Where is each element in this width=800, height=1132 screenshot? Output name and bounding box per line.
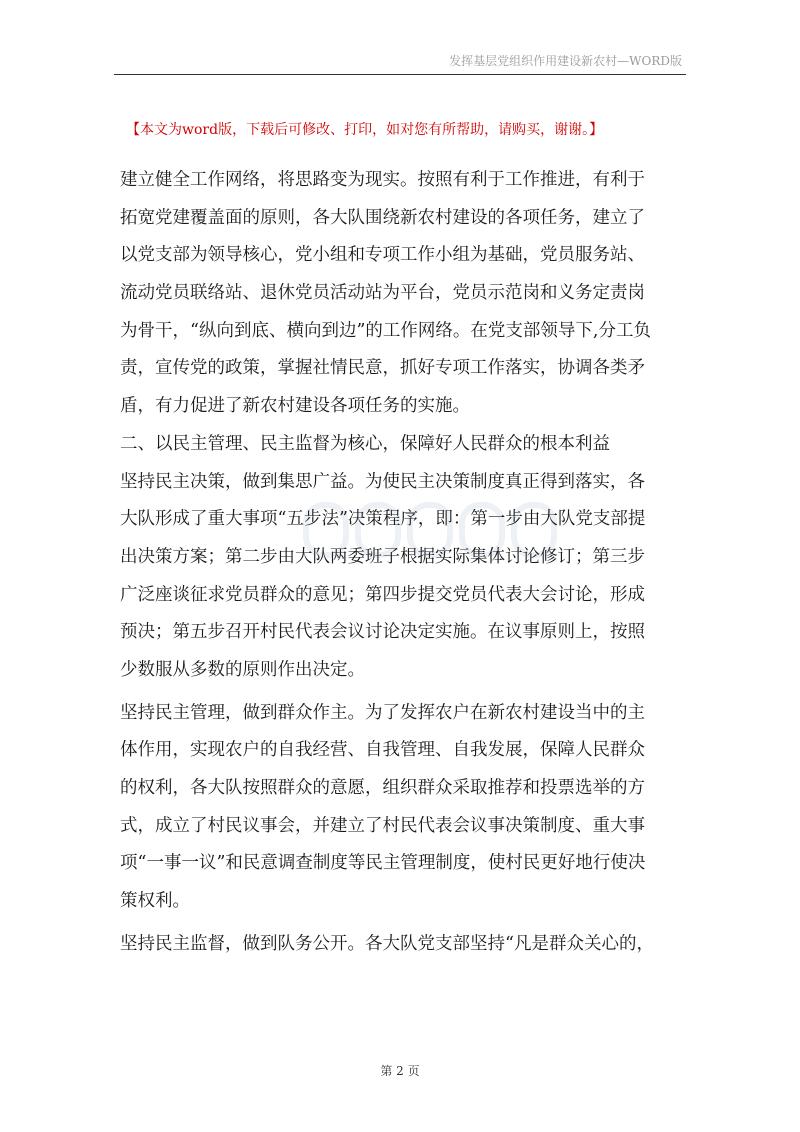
body-line: 少数服从多数的原则作出决定。 (120, 659, 365, 680)
body-line: 盾，有力促进了新农村建设各项任务的实施。 (120, 396, 470, 417)
body-line: 拓宽党建覆盖面的原则，各大队围绕新农村建设的各项任务，建立了 (120, 207, 645, 228)
body-line: 大队形成了重大事项“五步法”决策程序，即：第一步由大队党支部提 (120, 509, 646, 530)
header-title: 发挥基层党组织作用建设新农村—WORD版 (449, 54, 682, 68)
body-line: 体作用，实现农户的自我经营、自我管理、自我发展，保障人民群众 (120, 740, 645, 761)
page-number: 第 2 页 (380, 1064, 420, 1078)
body-line: 策权利。 (120, 891, 190, 912)
body-line: 坚持民主决策，做到集思广益。为使民主决策制度真正得到落实，各 (120, 471, 645, 492)
body-line: 预决；第五步召开村民代表会议讨论决定实施。在议事原则上，按照 (120, 622, 645, 643)
document-body (120, 162, 692, 963)
body-line: 责，宣传党的政策，掌握社情民意，抓好专项工作落实，协调各类矛 (120, 358, 645, 379)
download-notice: 【本文为word版，下载后可修改、打印，如对您有所帮助，请购买，谢谢。】 (126, 122, 604, 138)
body-line: 建立健全工作网络，将思路变为现实。按照有利于工作推进，有利于 (120, 170, 645, 190)
section-heading: 二、以民主管理、民主监督为核心，保障好人民群众的根本利益 (120, 433, 610, 454)
body-line: 为骨干，“纵向到底、横向到边”的工作网络。在党支部领导下,分工负 (120, 320, 651, 341)
body-line: 式，成立了村民议事会，并建立了村民代表会议事决策制度、重大事 (120, 815, 645, 836)
body-line: 广泛座谈征求党员群众的意见；第四步提交党员代表大会讨论，形成 (120, 584, 645, 605)
body-line: 坚持民主管理，做到群众作主。为了发挥农户在新农村建设当中的主 (120, 702, 645, 723)
body-line: 的权利，各大队按照群众的意愿，组织群众采取推荐和投票选举的方 (120, 778, 645, 798)
body-line: 流动党员联络站、退休党员活动站为平台，党员示范岗和义务定责岗 (120, 283, 645, 304)
body-line: 出决策方案；第二步由大队两委班子根据实际集体讨论修订；第三步 (120, 546, 645, 567)
body-line: 坚持民主监督，做到队务公开。各大队党支部坚持“凡是群众关心的， (120, 933, 654, 954)
body-line: 以党支部为领导核心，党小组和专项工作小组为基础，党员服务站、 (120, 245, 645, 266)
header-divider (114, 74, 686, 75)
body-line: 项“一事一议”和民意调查制度等民主管理制度，使村民更好地行使决 (120, 853, 646, 874)
